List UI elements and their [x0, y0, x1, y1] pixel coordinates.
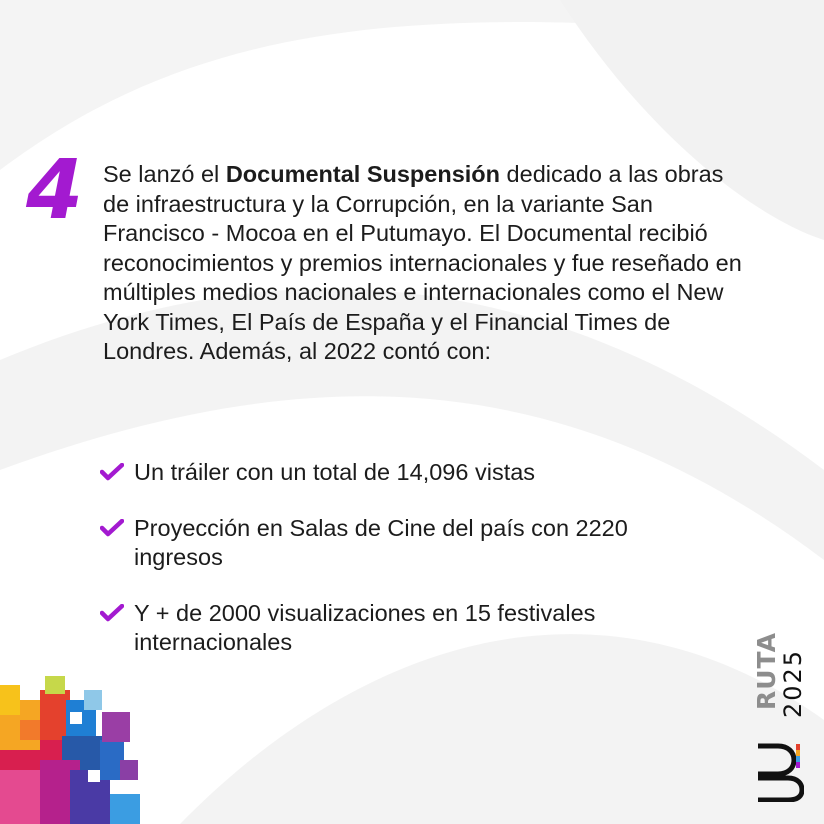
bullet-text: Y + de 2000 visualizaciones en 15 festivales internacionales — [134, 599, 596, 655]
check-icon — [100, 463, 124, 481]
list-item — [100, 599, 720, 658]
intro-suffix: dedicado a las obras de infraestructura y la Corrupción, en la variante San Francisco - Mocoa en el Putumayo. El Documental recibió reconocimientos y premios internacionales y fue reseñado en múltiples medios nacionales e internacionales como el New York Times, El País de España y el Financial Times de Londres. Además, al 2022 contó con: — [103, 161, 742, 364]
intro-paragraph — [103, 160, 743, 367]
logo-word: RUTA — [752, 631, 781, 710]
step-number: 4 — [26, 143, 84, 238]
bullet-text: Un tráiler con un total de 14,096 vistas — [134, 459, 536, 485]
check-icon — [100, 519, 124, 537]
logo-year: 2025 — [779, 648, 807, 718]
colorful-pixel-art — [0, 676, 140, 824]
list-item — [100, 514, 720, 573]
bullet-text: Proyección en Salas de Cine del país con 2220 ingresos — [134, 514, 628, 570]
ruta-2025-logo — [752, 622, 806, 802]
check-icon — [100, 604, 124, 622]
intro-prefix: Se lanzó el — [103, 161, 226, 187]
list-item — [100, 458, 720, 488]
background-wave-lower — [180, 631, 824, 824]
bullet-list — [100, 458, 720, 658]
logo-ur-mark — [754, 742, 804, 802]
intro-bold-title: Documental Suspensión — [225, 161, 501, 187]
